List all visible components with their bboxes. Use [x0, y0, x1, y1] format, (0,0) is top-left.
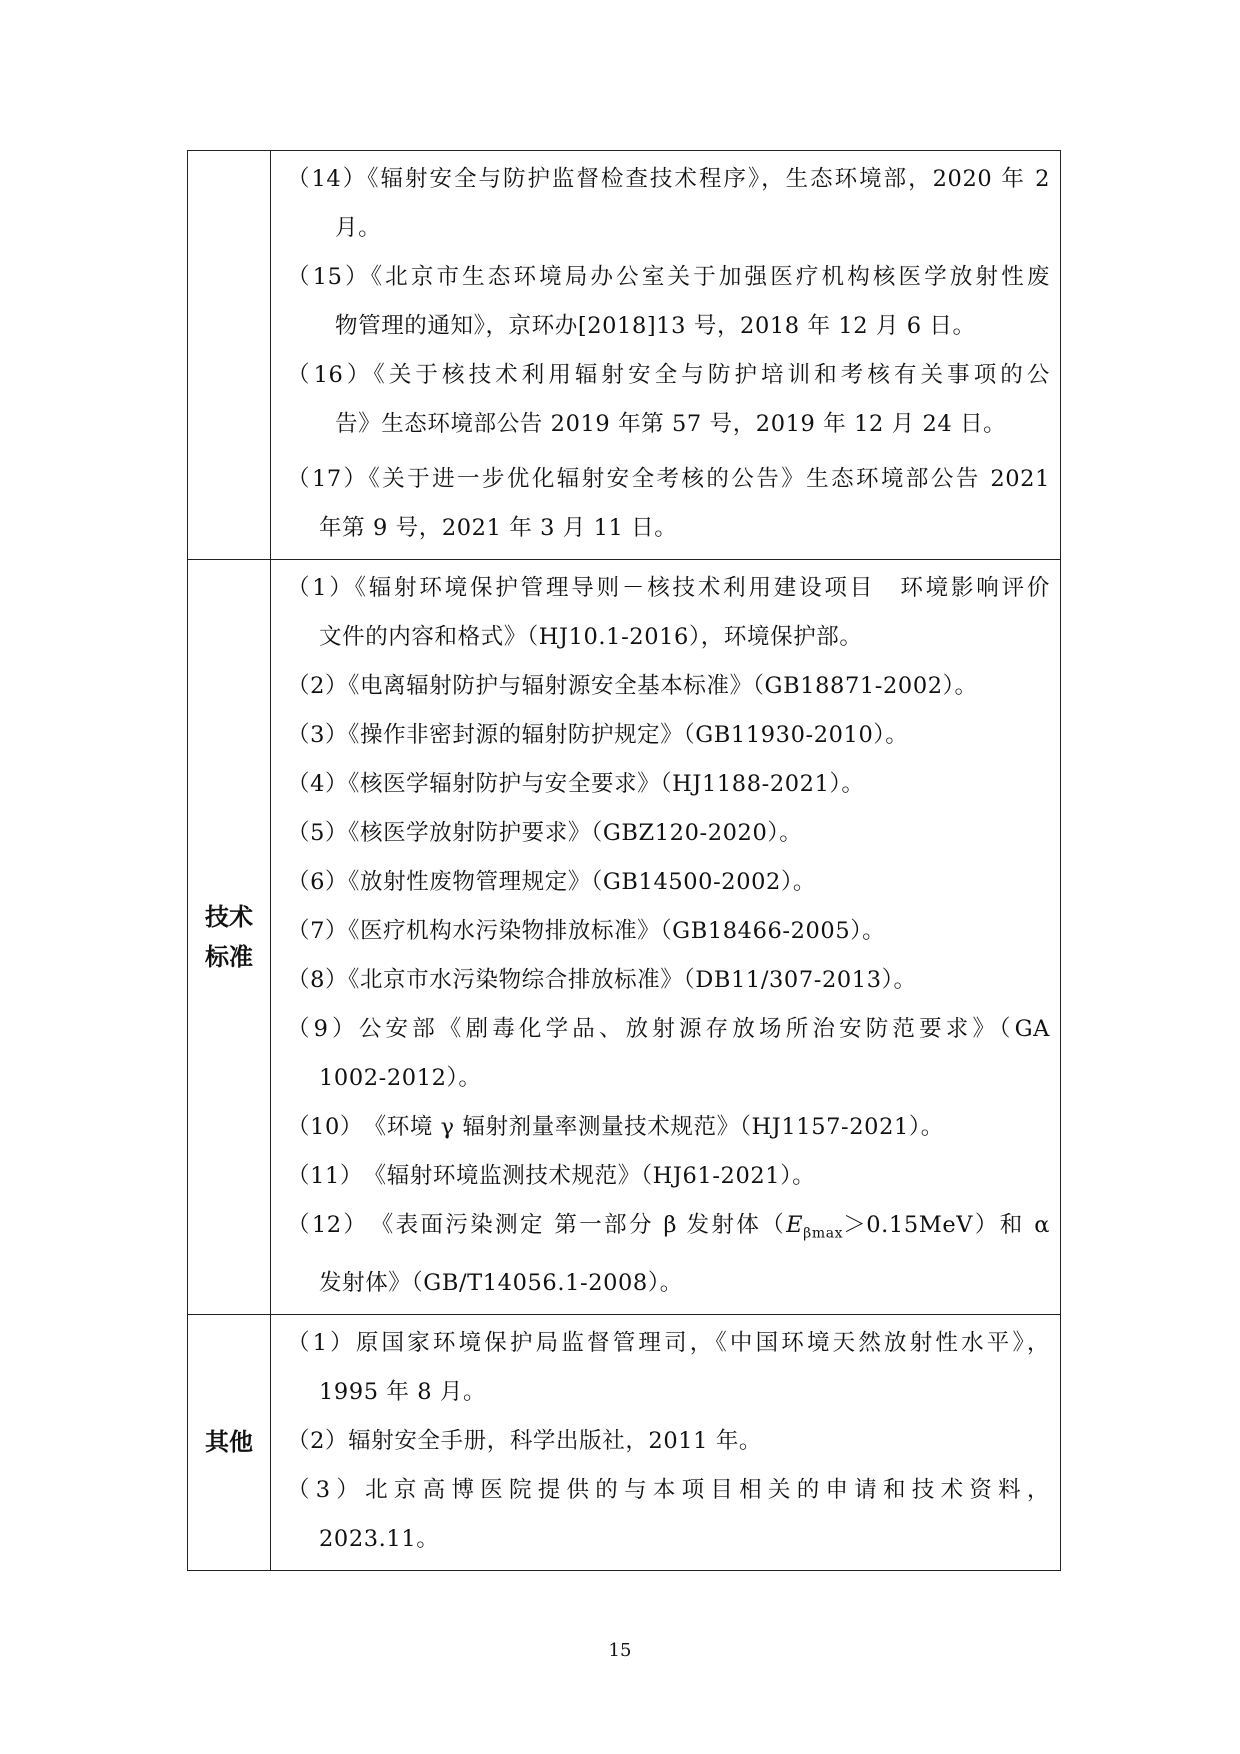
standard-entry-7: [287, 907, 1050, 956]
reference-entry-16: [287, 351, 1050, 449]
reference-line-continued: 发射体》（GB/T14056.1-2008）。: [319, 1269, 683, 1296]
reference-line: （7）《医疗机构水污染物排放标准》（GB18466-2005）。: [287, 918, 886, 944]
standard-entry-2: [287, 662, 1050, 711]
reference-line-continued: 物管理的通知》，京环办[2018]13 号，2018 年 12 月 6 日。: [335, 313, 976, 339]
section-other: [188, 1314, 1061, 1570]
page-number: 15: [608, 1640, 632, 1661]
reference-line-continued: 2023.11。: [319, 1525, 440, 1552]
section-label-empty: [188, 151, 271, 560]
standard-entry-9: [287, 1005, 1050, 1103]
reference-line: [287, 1201, 1050, 1259]
section-content: [271, 560, 1061, 1315]
reference-line-continued: 1002-2012）。: [319, 1065, 482, 1091]
label-line: 其他: [205, 1428, 253, 1456]
reference-line: （9）公安部《剧毒化学品、放射源存放场所治安防范要求》（GA: [287, 1016, 1050, 1042]
label-line: 技术: [205, 902, 253, 931]
section-technical-standards: [188, 560, 1061, 1315]
reference-line: （4）《核医学辐射防护与安全要求》（HJ1188-2021）。: [287, 771, 865, 797]
reference-line: （2）辐射安全手册，科学出版社，2011 年。: [287, 1427, 763, 1454]
reference-line-continued: 文件的内容和格式》（HJ10.1-2016），环境保护部。: [319, 624, 863, 650]
reference-line-continued: 告》生态环境部公告 2019 年第 57 号，2019 年 12 月 24 日。: [335, 411, 1007, 437]
reference-entry-14: [287, 155, 1050, 253]
section-label-technical-standards: [188, 560, 271, 1315]
standard-entry-10: [287, 1103, 1050, 1152]
section-label-other: [188, 1314, 271, 1570]
symbol-e: E: [786, 1212, 804, 1238]
reference-line: （8）《北京市水污染物综合排放标准》（DB11/307-2013）。: [287, 967, 917, 993]
reference-line: （3）北京高博医院提供的与本项目相关的申请和技术资料，: [287, 1476, 1050, 1503]
standard-entry-5: [287, 809, 1050, 858]
standard-entry-11: [287, 1152, 1050, 1201]
standard-entry-6: [287, 858, 1050, 907]
symbol-subscript: βmax: [803, 1225, 844, 1242]
reference-line-continued: 月。: [335, 215, 382, 241]
standard-entry-4: [287, 760, 1050, 809]
other-entry-3: [287, 1466, 1050, 1564]
section-content: [271, 1314, 1061, 1570]
reference-line: （2）《电离辐射防护与辐射源安全基本标准》（GB18871-2002）。: [287, 673, 978, 699]
section-regulations-continued: [188, 151, 1061, 560]
reference-text: ＞0.15MeV）和 α: [843, 1212, 1050, 1238]
reference-line: （1）原国家环境保护局监督管理司，《中国环境天然放射性水平》，: [287, 1329, 1050, 1356]
reference-entry-15: [287, 253, 1050, 351]
reference-entry-17: [287, 455, 1050, 553]
other-entry-2: [287, 1417, 1050, 1466]
reference-text: （12） 《表面污染测定 第一部分 β 发射体（: [287, 1212, 787, 1238]
reference-line: （11） 《辐射环境监测技术规范》（HJ61-2021）。: [287, 1163, 816, 1189]
reference-line: （5）《核医学放射防护要求》（GBZ120-2020）。: [287, 820, 803, 846]
reference-line: （1）《辐射环境保护管理导则－核技术利用建设项目 环境影响评价: [287, 575, 1050, 601]
standard-entry-1: [287, 564, 1050, 662]
standard-entry-12: [287, 1201, 1050, 1308]
other-entry-1: [287, 1319, 1050, 1417]
references-table: [187, 150, 1061, 1571]
label-line: 标准: [205, 942, 253, 971]
reference-line-continued: 1995 年 8 月。: [319, 1378, 487, 1405]
reference-line: （3）《操作非密封源的辐射防护规定》（GB11930-2010）。: [287, 722, 909, 748]
standard-entry-8: [287, 956, 1050, 1005]
reference-line: （10） 《环境 γ 辐射剂量率测量技术规范》（HJ1157-2021）。: [287, 1114, 944, 1140]
reference-line-continued: 年第 9 号，2021 年 3 月 11 日。: [319, 515, 678, 541]
reference-line: （15）《北京市生态环境局办公室关于加强医疗机构核医学放射性废: [287, 264, 1050, 290]
reference-line: （14）《辐射安全与防护监督检查技术程序》，生态环境部，2020 年 2: [287, 166, 1050, 192]
reference-line: （6）《放射性废物管理规定》（GB14500-2002）。: [287, 869, 816, 895]
reference-line: （16）《关于核技术利用辐射安全与防护培训和考核有关事项的公: [287, 362, 1050, 388]
standard-entry-3: [287, 711, 1050, 760]
section-content: [271, 151, 1061, 560]
reference-line: （17）《关于进一步优化辐射安全考核的公告》生态环境部公告 2021: [287, 466, 1050, 492]
